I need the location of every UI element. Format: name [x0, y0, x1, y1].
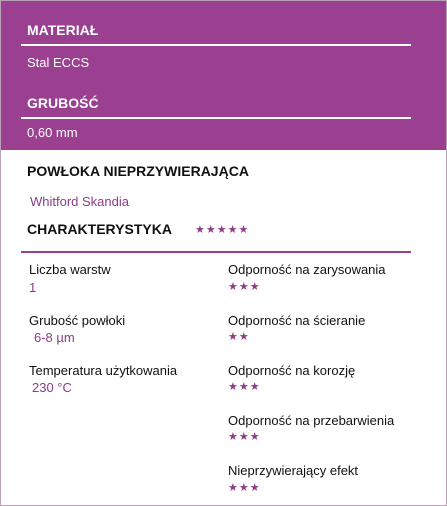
abrasion-resistance-label: Odporność na ścieranie — [228, 313, 366, 328]
abrasion-resistance-stars: ★★ — [228, 331, 250, 343]
thickness-value: 0,60 mm — [27, 125, 78, 140]
corrosion-resistance-stars: ★★★ — [228, 381, 261, 393]
characteristics-title: CHARAKTERYSTYKA — [27, 221, 172, 237]
corrosion-resistance-label: Odporność na korozję — [228, 363, 356, 378]
discoloration-resistance-stars: ★★★ — [228, 431, 261, 443]
coating-thickness-label: Grubość powłoki — [29, 313, 126, 328]
material-value: Stal ECCS — [27, 55, 90, 70]
temperature-label: Temperatura użytkowania — [29, 363, 178, 378]
scratch-resistance-label: Odporność na zarysowania — [228, 262, 386, 277]
coating-title: POWŁOKA NIEPRZYWIERAJĄCA — [27, 163, 249, 179]
coating-thickness-value: 6-8 µm — [34, 330, 75, 345]
non-stick-effect-stars: ★★★ — [228, 482, 261, 494]
thickness-divider — [21, 117, 411, 119]
characteristics-divider — [21, 251, 411, 253]
layers-value: 1 — [29, 280, 37, 295]
characteristics-rating-stars: ★★★★★ — [195, 224, 250, 236]
layers-label: Liczba warstw — [29, 262, 111, 277]
temperature-value: 230 °C — [32, 380, 72, 395]
material-title: MATERIAŁ — [27, 22, 99, 38]
non-stick-effect-label: Nieprzywierający efekt — [228, 463, 359, 478]
scratch-resistance-stars: ★★★ — [228, 281, 261, 293]
thickness-title: GRUBOŚĆ — [27, 95, 99, 111]
coating-brand: Whitford Skandia — [30, 194, 129, 209]
discoloration-resistance-label: Odporność na przebarwienia — [228, 413, 395, 428]
material-header-panel — [1, 1, 446, 150]
material-divider — [21, 44, 411, 46]
